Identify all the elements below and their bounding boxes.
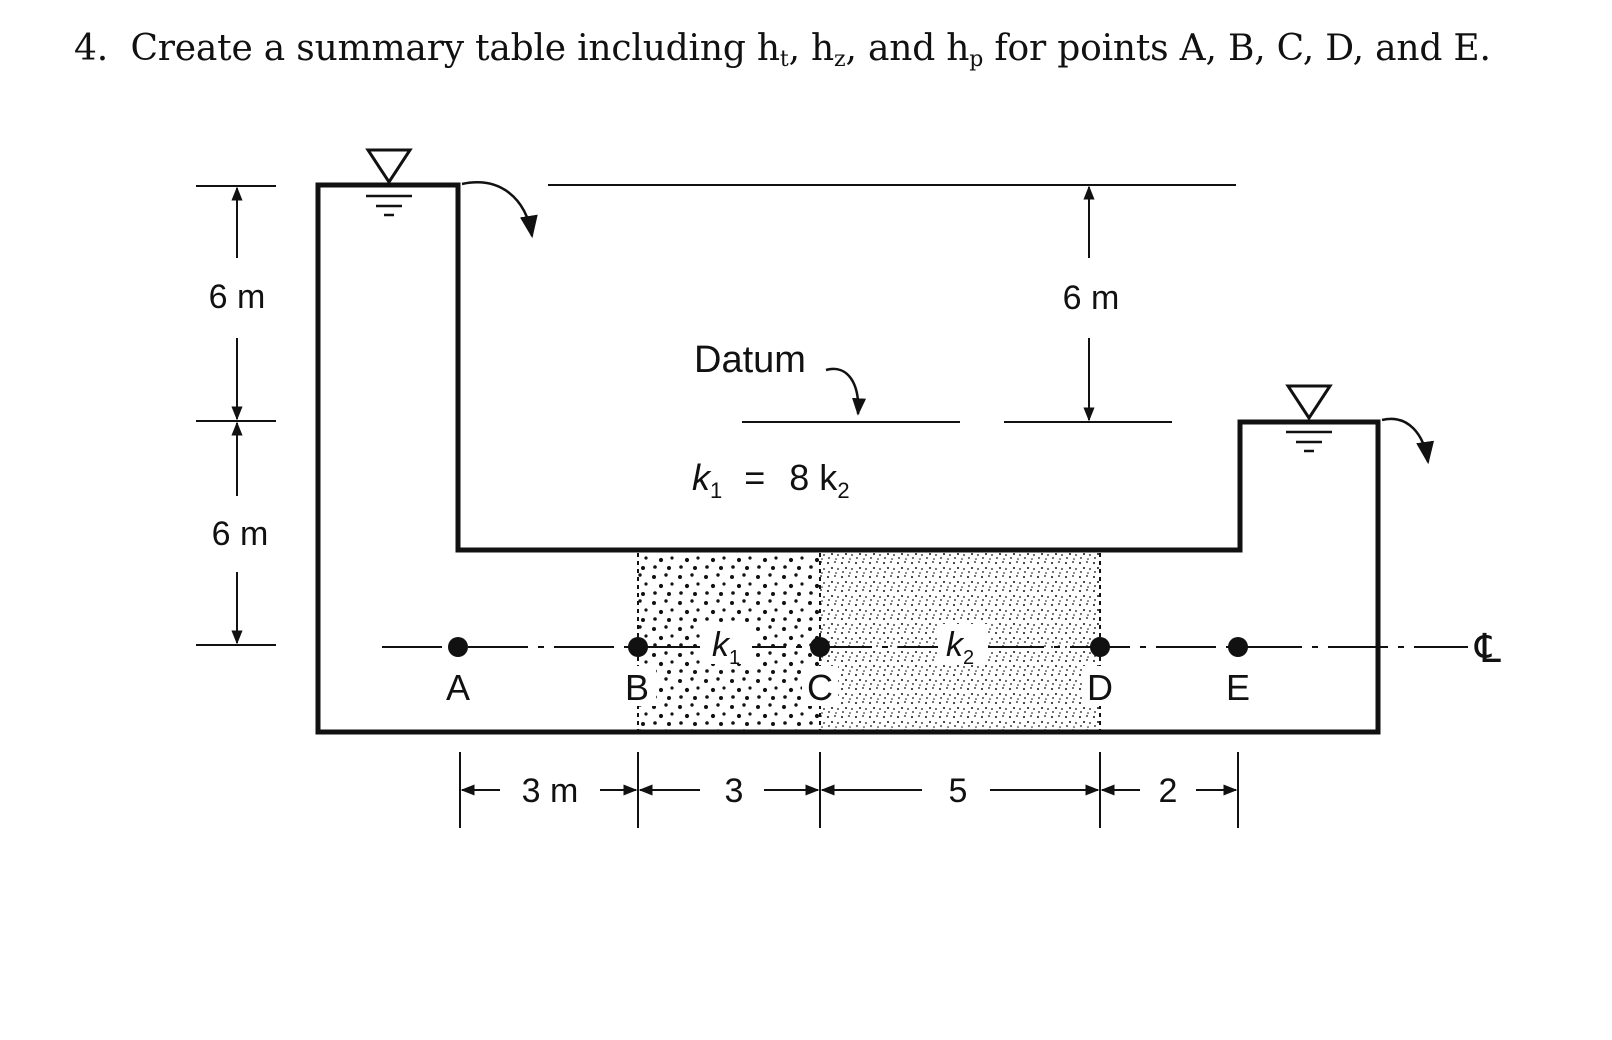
dim-bottom-de: 2 [1158,772,1178,810]
question-body: Create a summary table including $h_t$, $h_z$, and $h_p$ for points A, B, C, D, and E. [130,28,1491,72]
centerline-symbol: ℄ [1475,627,1501,671]
overflow-arrow-right [1382,419,1428,462]
datum-pointer-arrow [826,369,858,414]
point-e [1228,637,1248,657]
dim-right: 6 m [1062,279,1120,317]
point-a [448,637,468,657]
overflow-arrow-left [462,182,532,236]
k-relation: $k_1 = 8$ $k_2$ [692,457,850,503]
point-d [1090,637,1110,657]
label-point-a: A [445,667,471,708]
dim-bottom-bc: 3 [724,772,744,810]
label-point-b: B [624,667,650,708]
dim-left-lower: 6 m [211,515,269,553]
label-point-e: E [1225,667,1251,708]
label-point-c: C [807,667,833,708]
dim-bottom-ab: 3 m [521,772,579,810]
dim-left-upper: 6 m [208,278,266,316]
question-number: 4. [74,28,108,69]
point-b [628,637,648,657]
dim-bottom-cd: 5 [948,772,968,810]
point-c [810,637,830,657]
label-point-d: D [1087,667,1113,708]
soil-label-k1: $k_1$ [712,626,741,669]
water-surface-symbol-right [1286,386,1332,451]
soil-label-k2: $k_2$ [946,626,975,669]
datum-label: Datum [694,339,806,381]
left-dimension-lines [196,186,276,645]
